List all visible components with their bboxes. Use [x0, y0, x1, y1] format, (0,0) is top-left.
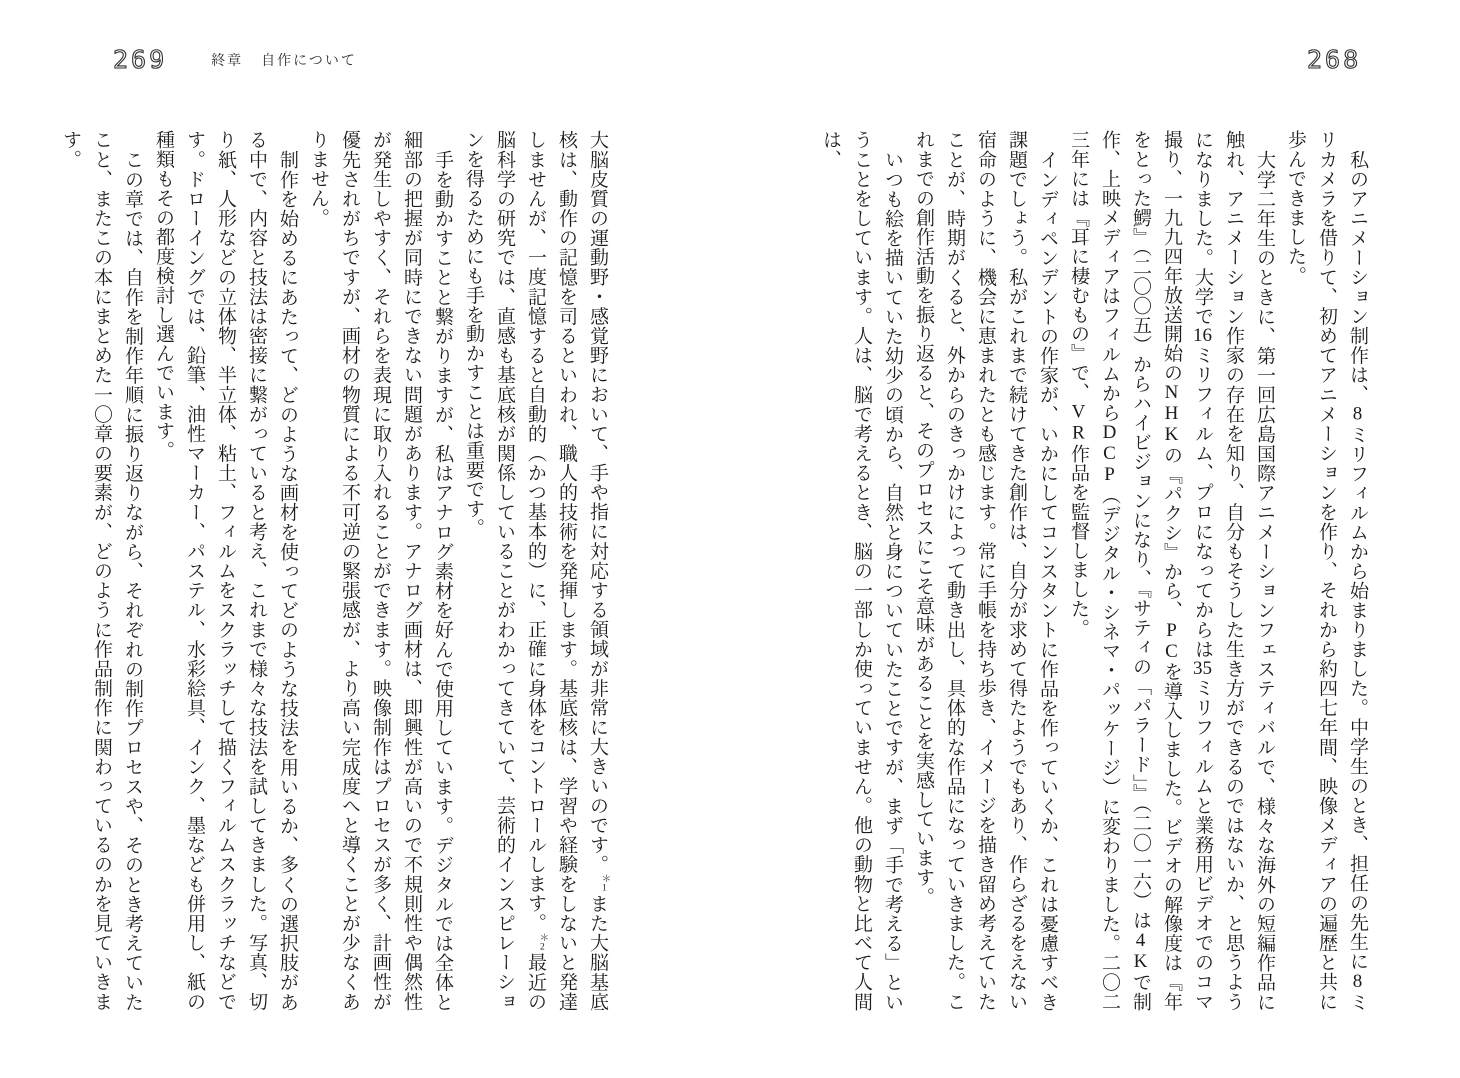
upright-latin: NHK: [1161, 382, 1182, 446]
paragraph: インディペンデントの作家が、いかにしてコンスタントに作品を作っていくか、これは憂慮すべき課題でしょう。私がこれまで続けてきた創作は、自分が求めて得たようでもあり、作らざるをえない宿命のように、機会に恵まれたとも感じます。常に手帳を持ち歩き、イメージを描き留め考えていたことが、時期がくると、外からのきっかけによって動き出し、具体的な作品になっていきました。これまでの創作活動を振り返ると、そのプロセスにこそ意味があることを実感しています。: [913, 130, 1058, 1011]
upright-latin: 8: [1347, 403, 1368, 425]
chapter-label: 終章: [211, 51, 244, 68]
upright-latin: 8: [1347, 970, 1368, 992]
upright-latin: 35: [1193, 658, 1212, 678]
upright-latin: VR: [1068, 401, 1089, 444]
paragraph: 私のアニメーション制作は、8ミリフィルムから始まりました。中学生のとき、担任の先生に8ミリカメラを借りて、初めてアニメーションを作り、それから約四七年間、映像メディアの遍歴と共に歩んできました。: [1285, 130, 1368, 1012]
left-page-header: [113, 47, 357, 72]
upright-latin: 16: [1193, 326, 1212, 345]
upright-latin: DCP: [1099, 422, 1120, 486]
footnote-marker: ＊1: [599, 873, 610, 894]
upright-latin: 4K: [1130, 930, 1151, 973]
paragraph: いつも絵を描いていた幼少の頃から、自然と身についていたことですが、まず「手で考える」ということをしています。人は、脳で考えるとき、脳の一部しか使っていません。他の動物と比べて人間は、: [820, 130, 903, 1011]
left-page-text: [60, 130, 613, 1012]
footnote-marker: ＊2: [537, 932, 548, 953]
right-page-text: [820, 130, 1373, 1012]
paragraph: 大学二年生のときに、第一回広島国際アニメーションフェスティバルで、様々な海外の短編作品に触れ、アニメーション作家の存在を知り、自分もそうした生き方ができるのではないか、と思うようになりました。大学で16ミリフィルム、プロになってからは35ミリフィルムと業務用ビデオでのコマ撮り、一九九四年放送開始のNHKの『パクシ』から、PCを導入しました。ビデオの解像度は『年をとった鰐』（二〇〇五）からハイビジョンになり、『サティの「パラード」』（二〇一六）は4Kで制作、上映メディアはフィルムからDCP（デジタル・シネマ・パッケージ）に変わりました。二〇二三年には『耳に棲むもの』で、VR作品を監督しました。: [1068, 130, 1275, 1012]
paragraph: 制作を始めるにあたって、どのような画材を使ってどのような技法を用いるか、多くの選択肢がある中で、内容と技法は密接に繋がっていると考え、これまで様々な技法を試してきました。写真、切り紙、人形などの立体物、半立体、粘土、フィルムをスクラッチして描くフィルムスクラッチなどです。ドローイングでは、鉛筆、油性マーカー、パステル、水彩絵具、インク、墨なども併用し、紙の種類もその都度検討し選んでいます。: [153, 130, 298, 1011]
paragraph: この章では、自作を制作年順に振り返りながら、それぞれの制作プロセスや、そのとき考えていたこと、またこの本にまとめた一〇章の要素が、どのように作品制作に関わっているのかを見ていきます。: [60, 130, 143, 1011]
paragraph: 手を動かすことと繋がりますが、私はアナログ素材を好んで使用しています。デジタルでは全体と細部の把握が同時にできない問題があります。アナログ画材は、即興性が高いので不規則性や偶然性が発生しやすく、それらを表現に取り入れることができます。映像制作はプロセスが多く、計画性が優先されがちですが、画材の物質による不可逆の緊張感が、より高い完成度へと導くことが少なくありません。: [308, 130, 453, 1011]
left-page-number: 269: [113, 45, 168, 74]
paragraph: 大脳皮質の運動野・感覚野において、手や指に対応する領域が非常に大きいのです。$^{*1}$また大脳基底核は、動作の記憶を司るといわれ、職人的技術を発揮します。基底核は、学習や経験をしないと発達しませんが、一度記憶すると自動的（かつ基本的）に、正確に身体をコントロールします。$^{*2}$最近の脳科学の研究では、直感も基底核が関係していることがわかってきていて、芸術的インスピレーションを得るためにも手を動かすことは重要です。: [463, 130, 610, 1012]
chapter-title: 自作について: [261, 51, 357, 68]
upright-latin: PC: [1161, 619, 1182, 662]
right-page-number: 268: [1307, 45, 1362, 74]
